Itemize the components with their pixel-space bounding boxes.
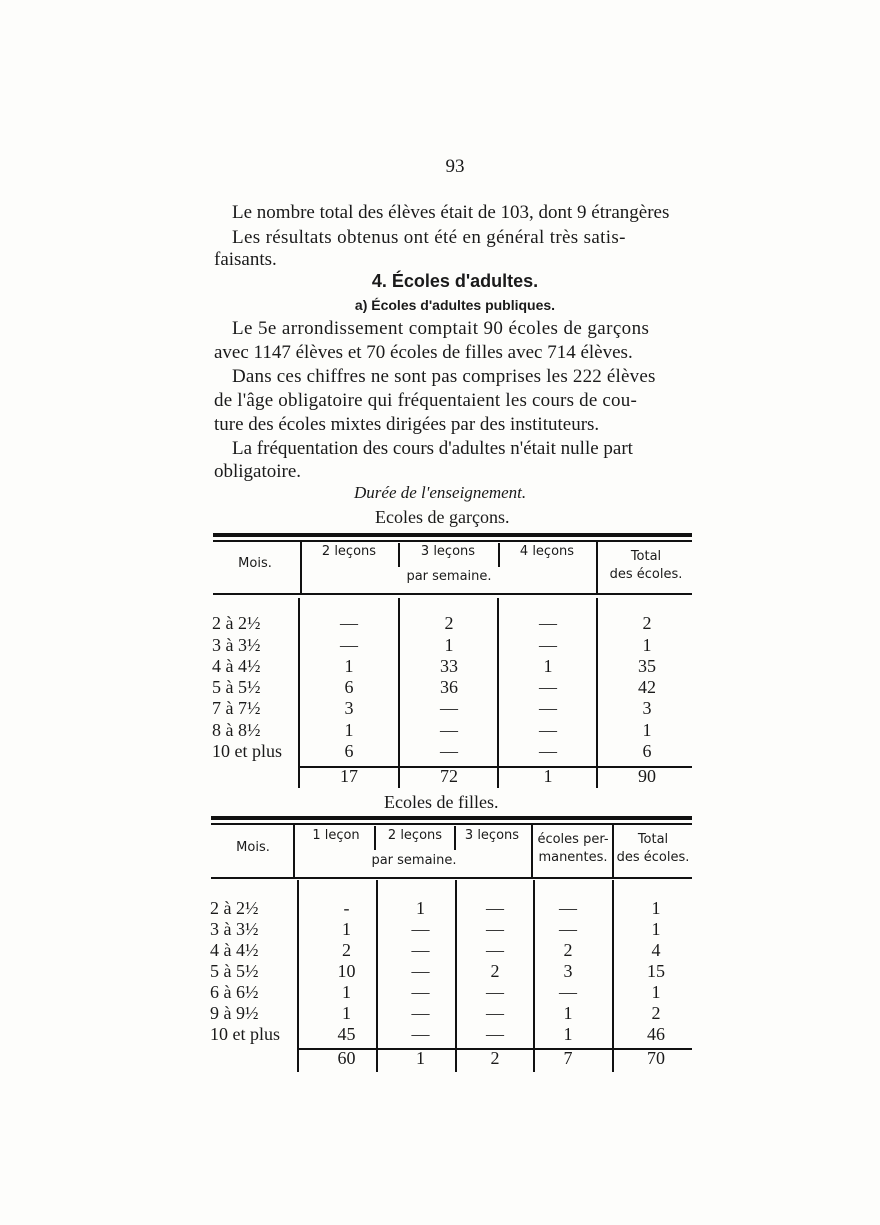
table-cell: 6 [344, 741, 354, 761]
column-header-mois: Mois. [236, 840, 270, 855]
table-cell: — [486, 982, 504, 1002]
table-cell: 2 [563, 940, 573, 960]
table-cell: 2 [342, 940, 351, 960]
row-label: 2 à 2½ [212, 613, 261, 633]
table-cell: 33 [440, 656, 458, 676]
row-label: 5 à 5½ [212, 677, 261, 697]
divider [498, 543, 500, 567]
table-cell: — [486, 898, 504, 918]
column-header-total: Total [630, 549, 662, 564]
table-cell: 1 [342, 982, 351, 1002]
column-header-permanentes: manentes. [538, 850, 608, 865]
row-label: 10 et plus [210, 1024, 280, 1044]
paragraph-frequentation-line1: La fréquentation des cours d'adultes n'était nulle part [232, 438, 633, 459]
table-cell: 3 [344, 698, 354, 718]
total-cell: 2 [490, 1048, 500, 1068]
table-cell: — [486, 1024, 504, 1044]
paragraph-chiffres-line3: ture des écoles mixtes dirigées par des instituteurs. [214, 414, 600, 435]
table-cell: — [539, 741, 557, 761]
table-cell: — [539, 720, 557, 740]
table-cell: — [440, 720, 458, 740]
table-cell: — [411, 940, 430, 960]
table-cell: 46 [647, 1024, 665, 1044]
table-cell: 2 [642, 613, 652, 633]
table-cell: 42 [638, 677, 656, 697]
paragraph-chiffres-line2: de l'âge obligatoire qui fréquentaient les cours de cou- [214, 390, 637, 411]
table-cell: 3 [642, 698, 652, 718]
divider [213, 540, 692, 542]
total-cell: 60 [337, 1048, 356, 1068]
table-cell: 36 [440, 677, 458, 697]
row-label: 3 à 3½ [212, 635, 261, 655]
row-label: 2 à 2½ [210, 898, 259, 918]
paragraph-arrondissement-line2: avec 1147 élèves et 70 écoles de filles avec 714 élèves. [214, 342, 633, 363]
table-cell: 1 [651, 919, 661, 939]
paragraph-chiffres-line1: Dans ces chiffres ne sont pas comprises les 222 élèves [232, 366, 656, 387]
table-cell: — [411, 919, 430, 939]
table-cell: 1 [416, 898, 425, 918]
column-header-subtitle: par semaine. [406, 569, 492, 584]
divider [293, 825, 295, 877]
page-number: 93 [445, 156, 465, 177]
table-cell: — [539, 635, 557, 655]
row-label: 5 à 5½ [210, 961, 259, 981]
table-cell: 45 [337, 1024, 356, 1044]
table-cell: 6 [344, 677, 354, 697]
divider [211, 877, 692, 879]
column-header: 1 leçon [312, 828, 360, 843]
table-title: Ecoles de filles. [384, 792, 499, 812]
row-label: 6 à 6½ [210, 982, 259, 1002]
column-header-total: des écoles. [616, 850, 690, 865]
column-header: 2 leçons [387, 828, 443, 843]
table-cell: 10 [337, 961, 356, 981]
row-label: 10 et plus [212, 741, 282, 761]
total-cell: 1 [543, 766, 553, 786]
divider [211, 816, 692, 820]
divider [374, 826, 376, 850]
column-header: 3 leçons [420, 544, 476, 559]
table-cell: — [539, 613, 557, 633]
section-heading: 4. Écoles d'adultes. [371, 271, 539, 291]
table-cell: — [559, 919, 577, 939]
column-header-permanentes: écoles per- [537, 832, 609, 847]
column-header-total: Total [637, 832, 669, 847]
subsection-heading: a) Écoles d'adultes publiques. [354, 297, 556, 313]
table-cell: 1 [563, 1024, 573, 1044]
table-cell: 6 [642, 741, 652, 761]
column-header-subtitle: par semaine. [371, 853, 457, 868]
table-cell: 1 [651, 982, 661, 1002]
table-cell: 1 [342, 919, 351, 939]
paragraph-frequentation-line2: obligatoire. [214, 461, 302, 482]
duree-title: Durée de l'enseignement. [354, 483, 527, 502]
table-cell: — [440, 741, 458, 761]
table-cell: — [486, 1003, 504, 1023]
total-cell: 7 [563, 1048, 573, 1068]
table-cell: 3 [563, 961, 573, 981]
table-cell: 1 [563, 1003, 573, 1023]
row-label: 4 à 4½ [212, 656, 261, 676]
table-cell: 1 [344, 720, 354, 740]
table-cell: — [440, 698, 458, 718]
row-label: 7 à 7½ [212, 698, 261, 718]
table-cell: — [411, 1003, 430, 1023]
table-cell: — [559, 982, 577, 1002]
paragraph-resultats-line1: Les résultats obtenus ont été en général très satis- [232, 227, 626, 248]
table-cell: 1 [642, 635, 652, 655]
divider [211, 823, 692, 825]
table-cell: — [411, 961, 430, 981]
table-cell: — [539, 677, 557, 697]
table-cell: 35 [638, 656, 656, 676]
row-label: 8 à 8½ [212, 720, 261, 740]
total-cell: 70 [647, 1048, 665, 1068]
total-cell: 72 [440, 766, 458, 786]
table-cell: 2 [490, 961, 500, 981]
paragraph-arrondissement-line1: Le 5e arrondissement comptait 90 écoles de garçons [232, 318, 650, 339]
divider [612, 825, 614, 877]
table-cell: — [340, 635, 358, 655]
column-header: 2 leçons [321, 544, 377, 559]
paragraph-total-eleves: Le nombre total des élèves était de 103, dont 9 étrangères [232, 202, 670, 223]
column-header-total: des écoles. [609, 567, 683, 582]
table-cell: - [343, 898, 350, 918]
row-label: 3 à 3½ [210, 919, 259, 939]
paragraph-resultats-line2: faisants. [214, 249, 277, 270]
table-cell: 1 [344, 656, 354, 676]
table-cell: — [411, 982, 430, 1002]
total-cell: 90 [638, 766, 656, 786]
divider [596, 541, 598, 593]
total-cell: 1 [416, 1048, 425, 1068]
table-cell: — [486, 919, 504, 939]
table-title: Ecoles de garçons. [375, 507, 510, 527]
divider [454, 826, 456, 850]
column-header-mois: Mois. [238, 556, 272, 571]
table-cell: — [539, 698, 557, 718]
table-cell: 15 [647, 961, 665, 981]
table-cell: 1 [642, 720, 652, 740]
table-cell: — [559, 898, 577, 918]
table-cell: 2 [651, 1003, 661, 1023]
column-header: 4 leçons [519, 544, 575, 559]
divider [531, 825, 533, 877]
table-cell: — [340, 613, 358, 633]
total-cell: 17 [340, 766, 358, 786]
table-cell: 1 [651, 898, 661, 918]
table-cell: 1 [543, 656, 553, 676]
table-cell: — [486, 940, 504, 960]
row-label: 9 à 9½ [210, 1003, 259, 1023]
table-cell: 4 [651, 940, 661, 960]
table-cell: 2 [444, 613, 454, 633]
table-cell: 1 [444, 635, 454, 655]
divider [398, 543, 400, 567]
divider [213, 533, 692, 537]
row-label: 4 à 4½ [210, 940, 259, 960]
divider [213, 593, 692, 595]
column-header: 3 leçons [464, 828, 520, 843]
table-cell: — [411, 1024, 430, 1044]
divider [300, 541, 302, 593]
table-cell: 1 [342, 1003, 351, 1023]
